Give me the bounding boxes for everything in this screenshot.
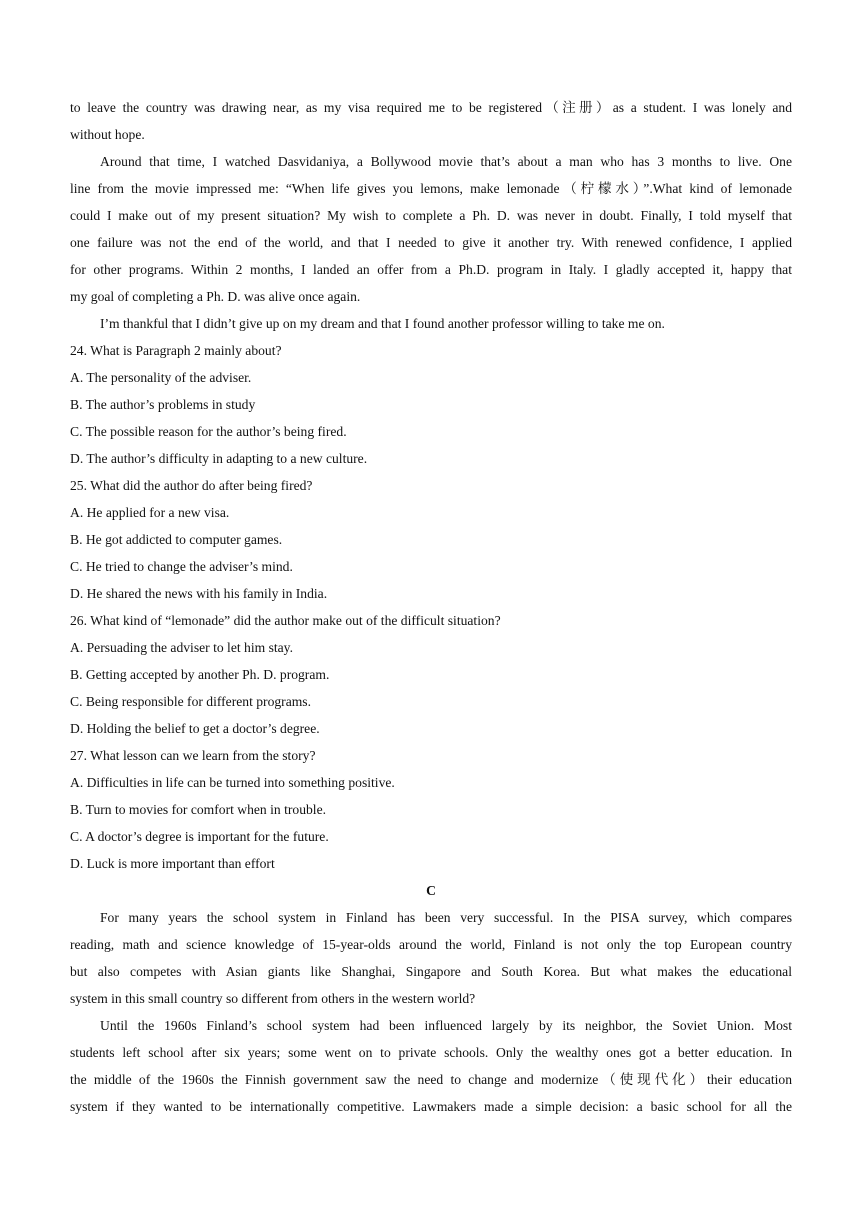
text-line: my goal of completing a Ph. D. was alive once again.	[70, 289, 361, 304]
text-line: system in this small country so different from others in the western world?	[70, 991, 476, 1006]
answer-option: C. He tried to change the adviser’s mind.	[70, 559, 293, 574]
text-line: line from the movie impressed me: “When life gives you lemons, make lemonade（柠檬水）”.What kind of lemonade	[70, 181, 792, 196]
answer-option: A. Persuading the adviser to let him stay.	[70, 640, 293, 655]
paragraph-b2	[70, 148, 792, 310]
question-24	[70, 337, 792, 472]
question-27	[70, 742, 792, 877]
question-stem: 24. What is Paragraph 2 mainly about?	[70, 343, 282, 358]
text-line: students left school after six years; some went on to private schools. Only the wealthy ones got a better education. In	[70, 1045, 792, 1060]
question-stem: 26. What kind of “lemonade” did the author make out of the difficult situation?	[70, 613, 501, 628]
question-stem: 25. What did the author do after being fired?	[70, 478, 313, 493]
paragraph-b1	[70, 94, 792, 148]
question-26	[70, 607, 792, 742]
text-line: one failure was not the end of the world, and that I needed to give it another try. With renewed confidence, I applied	[70, 235, 792, 250]
text-line: Until the 1960s Finland’s school system had been influenced largely by its neighbor, the Soviet Union. Most	[100, 1018, 792, 1033]
text-line: system if they wanted to be internationally competitive. Lawmakers made a simple decision: a basic school for all the	[70, 1099, 792, 1114]
answer-option: C. A doctor’s degree is important for the future.	[70, 829, 329, 844]
answer-option: A. The personality of the adviser.	[70, 370, 252, 385]
question-stem: 27. What lesson can we learn from the story?	[70, 748, 316, 763]
text-line: I’m thankful that I didn’t give up on my dream and that I found another professor willing to take me on.	[100, 316, 665, 331]
section-heading: C	[426, 883, 436, 898]
text-line: For many years the school system in Finland has been very successful. In the PISA survey, which compares	[100, 910, 792, 925]
answer-option: B. The author’s problems in study	[70, 397, 256, 412]
text-line: could I make out of my present situation? My wish to complete a Ph. D. was never in doubt. Finally, I told myself that	[70, 208, 792, 223]
answer-option: D. Holding the belief to get a doctor’s degree.	[70, 721, 320, 736]
paragraph-c2	[70, 1012, 792, 1120]
answer-option: B. He got addicted to computer games.	[70, 532, 283, 547]
answer-option: B. Getting accepted by another Ph. D. program.	[70, 667, 330, 682]
paragraph-b3	[70, 310, 792, 337]
document-content	[70, 94, 792, 1120]
text-line: reading, math and science knowledge of 15-year-olds around the world, Finland is not only the top European country	[70, 937, 792, 952]
text-line: for other programs. Within 2 months, I landed an offer from a Ph.D. program in Italy. I gladly accepted it, happy that	[70, 262, 792, 277]
text-line: Around that time, I watched Dasvidaniya, a Bollywood movie that’s about a man who has 3 months to live. One	[100, 154, 792, 169]
answer-option: C. The possible reason for the author’s being fired.	[70, 424, 347, 439]
text-line: but also competes with Asian giants like Shanghai, Singapore and South Korea. But what makes the educational	[70, 964, 792, 979]
answer-option: B. Turn to movies for comfort when in trouble.	[70, 802, 326, 817]
answer-option: D. He shared the news with his family in India.	[70, 586, 328, 601]
answer-option: A. He applied for a new visa.	[70, 505, 230, 520]
text-line: without hope.	[70, 127, 145, 142]
text-line: to leave the country was drawing near, as my visa required me to be registered（注册）as a student. I was lonely and	[70, 100, 792, 115]
text-line: the middle of the 1960s the Finnish government saw the need to change and modernize（使现代化）their education	[70, 1072, 792, 1087]
question-25	[70, 472, 792, 607]
paragraph-c1	[70, 904, 792, 1012]
answer-option: D. Luck is more important than effort	[70, 856, 275, 871]
answer-option: C. Being responsible for different programs.	[70, 694, 311, 709]
answer-option: D. The author’s difficulty in adapting to a new culture.	[70, 451, 368, 466]
answer-option: A. Difficulties in life can be turned into something positive.	[70, 775, 395, 790]
